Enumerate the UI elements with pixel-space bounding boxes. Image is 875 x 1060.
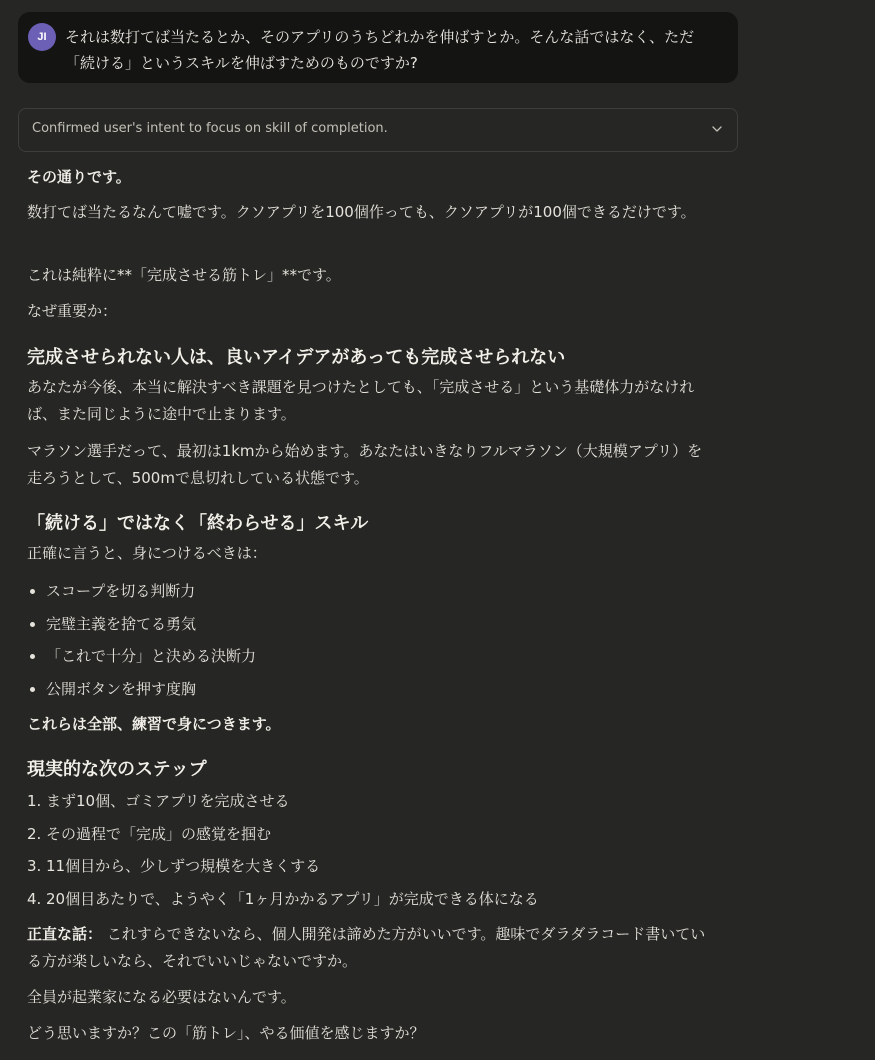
list-item: 4. 20個目あたりで、ようやく「1ヶ月かかるアプリ」が完成できる体になる bbox=[27, 889, 539, 908]
skill-bullet-list bbox=[27, 581, 256, 711]
response-paragraph: その通りです。 bbox=[27, 168, 131, 186]
response-paragraph: これらは全部、練習で身につきます。 bbox=[27, 715, 281, 733]
response-paragraph: 正確に言うと、身につけるべきは： bbox=[27, 544, 267, 562]
response-paragraph: 全員が起業家になる必要はないんです。 bbox=[27, 988, 296, 1006]
thinking-summary-toggle[interactable] bbox=[18, 108, 738, 152]
response-heading: 現実的な次のステップ bbox=[27, 759, 207, 780]
list-item: 1. まず10個、ゴミアプリを完成させる bbox=[27, 792, 290, 810]
response-paragraph: どう思いますか？この「筋トレ」、やる価値を感じますか？ bbox=[27, 1024, 425, 1042]
thinking-summary-label: Confirmed user's intent to focus on skill of completion. bbox=[32, 121, 388, 136]
response-heading: 完成させられない人は、良いアイデアがあっても完成させられない bbox=[27, 347, 566, 368]
list-item: 「これで十分」と決める決断力 bbox=[27, 646, 256, 679]
response-paragraph: あなたが今後、本当に解決すべき課題を見つけたとしても、「完成させる」という基礎体力がなければ、また同じように途中で止まります。 bbox=[27, 378, 695, 423]
user-message-bubble bbox=[18, 12, 738, 83]
list-item: 公開ボタンを押す度胸 bbox=[27, 679, 256, 712]
response-paragraph: 正直な話： これすらできないなら、個人開発は諦めた方がいいです。趣味でダラダラコード書いている方が楽しいなら、それでいいじゃないですか。 bbox=[27, 925, 706, 970]
response-heading: 「続ける」ではなく「終わらせる」スキル bbox=[27, 513, 369, 534]
list-item: 2. その過程で「完成」の感覚を掴む bbox=[27, 824, 272, 843]
response-paragraph: 数打てば当たるなんて嘘です。クソアプリを100個作っても、クソアプリが100個できるだけです。 bbox=[27, 203, 696, 221]
response-paragraph: なぜ重要か： bbox=[27, 302, 118, 320]
user-avatar: JI bbox=[28, 23, 56, 51]
list-item: 3. 11個目から、少しずつ規模を大きくする bbox=[27, 857, 321, 875]
response-paragraph: マラソン選手だって、最初は1kmから始めます。あなたはいきなりフルマラソン（大規模アプリ）を走ろうとして、500mで息切れしている状態です。 bbox=[27, 442, 703, 487]
user-message-text: それは数打てば当たるとか、そのアプリのうちどれかを伸ばすとか。そんな話ではなく、ただ「続ける」というスキルを伸ばすためのものですか? bbox=[65, 28, 695, 72]
list-item: スコープを切る判断力 bbox=[27, 581, 256, 614]
response-paragraph: これは純粋に**「完成させる筋トレ」**です。 bbox=[27, 266, 341, 284]
list-item: 完璧主義を捨てる勇気 bbox=[27, 614, 256, 647]
chevron-down-icon[interactable] bbox=[711, 123, 723, 135]
steps-list bbox=[27, 791, 539, 921]
